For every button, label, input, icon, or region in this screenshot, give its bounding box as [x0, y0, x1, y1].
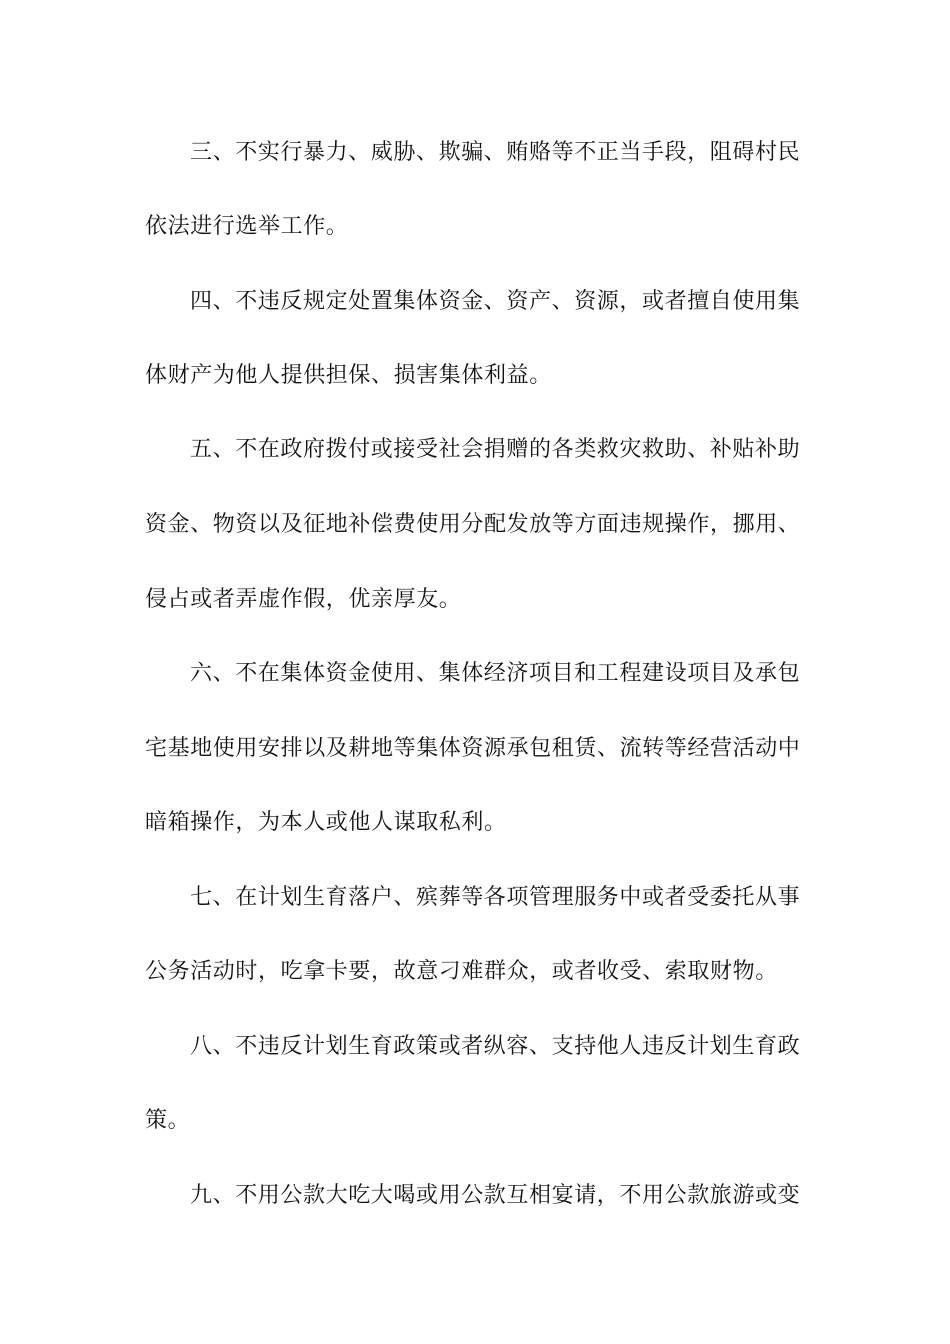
paragraph-8-line-2: 策。	[145, 1108, 191, 1133]
paragraph-3-line-1: 三、不实行暴力、威胁、欺骗、贿赂等不正当手段，阻碍村民	[190, 140, 801, 165]
paragraph-7-line-2: 公务活动时，吃拿卡要，故意刁难群众，或者收受、索取财物。	[145, 959, 778, 984]
paragraph-6-line-2: 宅基地使用安排以及耕地等集体资源承包租赁、流转等经营活动中	[145, 736, 801, 761]
paragraph-4-line-2: 体财产为他人提供担保、损害集体利益。	[145, 363, 552, 388]
paragraph-9-line-1: 九、不用公款大吃大喝或用公款互相宴请，不用公款旅游或变	[190, 1183, 801, 1208]
paragraph-4-line-1: 四、不违反规定处置集体资金、资产、资源，或者擅自使用集	[190, 289, 801, 314]
paragraph-5-line-1: 五、不在政府拨付或接受社会捐赠的各类救灾救助、补贴补助	[190, 437, 801, 462]
paragraph-6-line-3: 暗箱操作，为本人或他人谋取私利。	[145, 810, 507, 835]
paragraph-5-line-3: 侵占或者弄虚作假，优亲厚友。	[145, 587, 462, 612]
paragraph-8-line-1: 八、不违反计划生育政策或者纵容、支持他人违反计划生育政	[190, 1034, 801, 1059]
paragraph-5-line-2: 资金、物资以及征地补偿费使用分配发放等方面违规操作，挪用、	[145, 512, 801, 537]
paragraph-7-line-1: 七、在计划生育落户、殡葬等各项管理服务中或者受委托从事	[190, 885, 801, 910]
paragraph-6-line-1: 六、不在集体资金使用、集体经济项目和工程建设项目及承包	[190, 661, 801, 686]
paragraph-3-line-2: 依法进行选举工作。	[145, 214, 349, 239]
